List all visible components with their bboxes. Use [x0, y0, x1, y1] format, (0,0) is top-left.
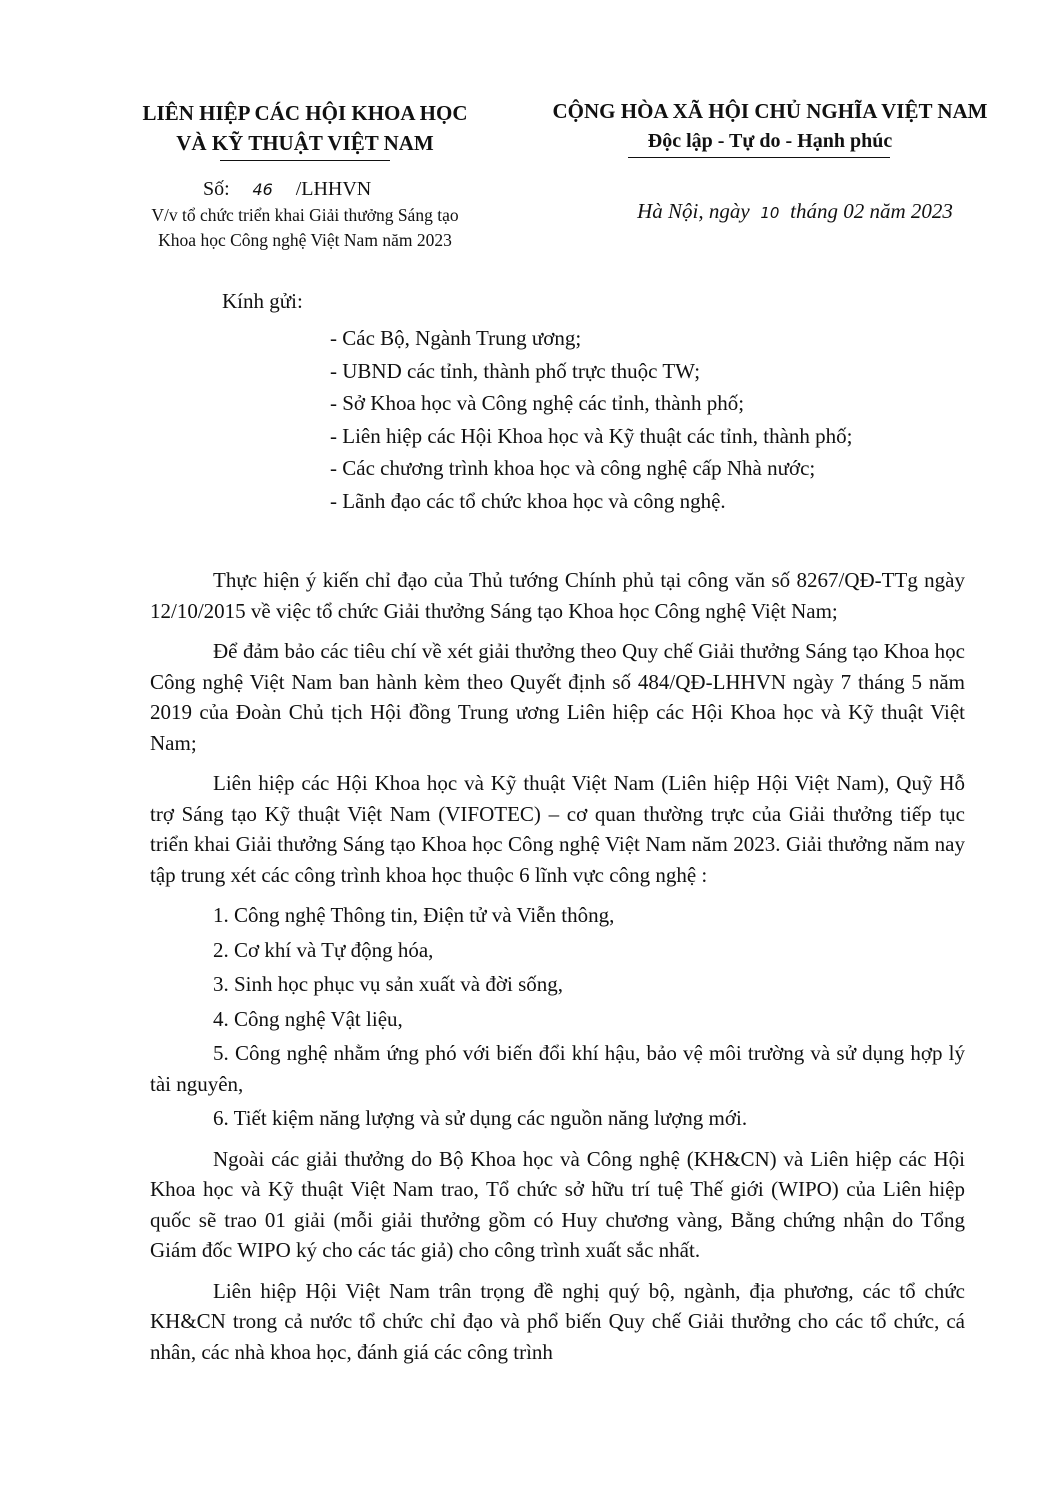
- field-item: 5. Công nghệ nhằm ứng phó với biến đổi khí hậu, bảo vệ môi trường và sử dụng hợp lý tài nguyên,: [150, 1041, 965, 1096]
- field-item: 4. Công nghệ Vật liệu,: [213, 1006, 403, 1031]
- paragraph-wipo-award: Ngoài các giải thưởng do Bộ Khoa học và Công nghệ (KH&CN) và Liên hiệp các Hội Khoa học và Kỹ thuật Việt Nam trao, Tổ chức sở hữu trí tuệ Thế giới (WIPO) của Liên hiệp quốc sẽ trao 01 giải (mỗi giải thưởng gồm có Huy chương vàng, Bằng chứng nhận do Tổng Giám đốc WIPO ký cho các tác giả) cho công trình xuất sắc nhất.: [150, 1146, 965, 1262]
- dateline-day-handwritten: 10: [760, 204, 780, 222]
- salutation: Kính gửi:: [222, 289, 303, 313]
- recipient-list: [330, 322, 853, 517]
- document-number-suffix: /LHHVN: [295, 178, 372, 200]
- issuing-agency-line1: LIÊN HIỆP CÁC HỘI KHOA HỌC: [142, 101, 468, 125]
- country-name: CỘNG HÒA XÃ HỘI CHỦ NGHĨA VIỆT NAM: [552, 99, 988, 123]
- recipient-item: - Liên hiệp các Hội Khoa học và Kỹ thuật các tỉnh, thành phố;: [330, 423, 853, 448]
- field-item: 1. Công nghệ Thông tin, Điện tử và Viễn thông,: [213, 903, 615, 927]
- document-number-prefix: Số:: [203, 178, 230, 200]
- paragraph-announcement: Liên hiệp các Hội Khoa học và Kỹ thuật Việt Nam (Liên hiệp Hội Việt Nam), Quỹ Hỗ trợ Sáng tạo Kỹ thuật Việt Nam (VIFOTEC) – cơ quan thường trực của Giải thưởng tiếp tục triển khai Giải thưởng Sáng tạo Khoa học Công nghệ Việt Nam năm 2023. Giải thưởng năm nay tập trung xét các công trình khoa học thuộc 6 lĩnh vực công nghệ :: [150, 771, 965, 887]
- motto-underline: [628, 157, 890, 158]
- document-number-handwritten: 46: [252, 180, 273, 199]
- dateline-after: tháng 02 năm 2023: [790, 199, 953, 223]
- field-item: 3. Sinh học phục vụ sản xuất và đời sống,: [213, 972, 563, 996]
- recipient-item: - Các Bộ, Ngành Trung ương;: [330, 326, 582, 350]
- subject: [95, 203, 515, 253]
- paragraph-request: Liên hiệp Hội Việt Nam trân trọng đề nghị quý bộ, ngành, địa phương, các tổ chức KH&CN trong cả nước tổ chức chỉ đạo và phổ biến Quy chế Giải thưởng cho các tổ chức, cá nhân, các nhà khoa học, đánh giá các công trình: [150, 1278, 965, 1364]
- recipient-item: - Lãnh đạo các tổ chức khoa học và công nghệ.: [330, 488, 726, 513]
- field-item: 6. Tiết kiệm năng lượng và sử dụng các nguồn năng lượng mới.: [213, 1106, 748, 1130]
- issuing-agency: [95, 98, 515, 158]
- field-item: 2. Cơ khí và Tự động hóa,: [213, 937, 434, 962]
- subject-line2: Khoa học Công nghệ Việt Nam năm 2023: [158, 230, 452, 250]
- recipient-item: - UBND các tỉnh, thành phố trực thuộc TW;: [330, 358, 701, 383]
- document-number: [203, 178, 371, 201]
- dateline: [560, 199, 1030, 224]
- paragraph-criteria: Để đảm bảo các tiêu chí về xét giải thưởng theo Quy chế Giải thưởng Sáng tạo Khoa học Công nghệ Việt Nam ban hành kèm theo Quyết định số 484/QĐ-LHHVN ngày 7 tháng 5 năm 2019 của Đoàn Chủ tịch Hội đồng Trung ương Liên hiệp các Hội Khoa học và Kỹ thuật Việt Nam;: [150, 639, 965, 755]
- motto: Độc lập - Tự do - Hạnh phúc: [647, 130, 893, 152]
- subject-line1: V/v tổ chức triển khai Giải thưởng Sáng tạo: [151, 205, 459, 225]
- dateline-before: Hà Nội, ngày: [637, 199, 750, 223]
- issuing-agency-line2: VÀ KỸ THUẬT VIỆT NAM: [176, 131, 434, 155]
- national-motto: [515, 96, 1025, 156]
- recipient-item: - Các chương trình khoa học và công nghệ cấp Nhà nước;: [330, 456, 816, 480]
- letter-body: [150, 565, 965, 1377]
- recipient-item: - Sở Khoa học và Công nghệ các tỉnh, thành phố;: [330, 391, 745, 415]
- agency-underline: [220, 160, 390, 161]
- paragraph-directive: Thực hiện ý kiến chỉ đạo của Thủ tướng Chính phủ tại công văn số 8267/QĐ-TTg ngày 12/10/2015 về việc tổ chức Giải thưởng Sáng tạo Khoa học Công nghệ Việt Nam;: [150, 568, 965, 623]
